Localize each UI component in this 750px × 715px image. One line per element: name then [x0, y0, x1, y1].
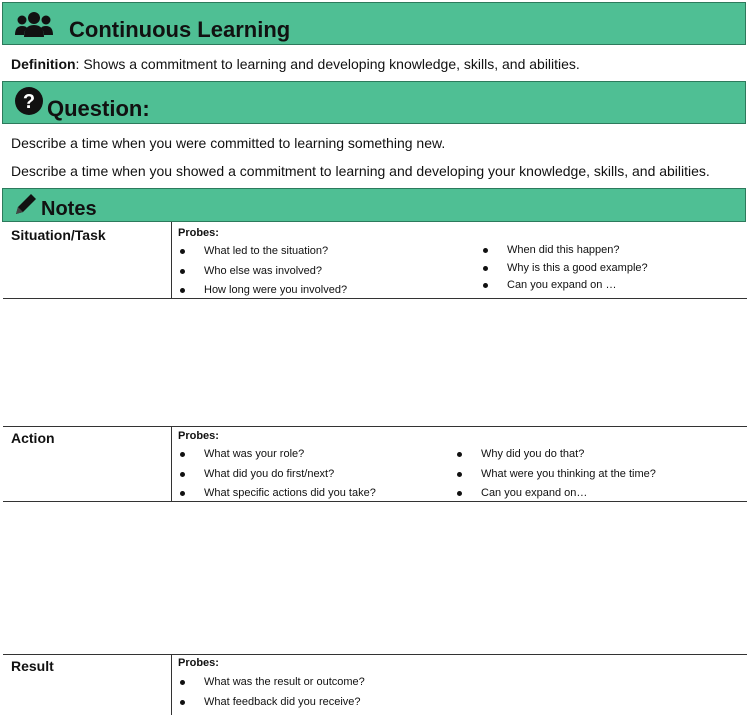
divider — [171, 222, 172, 298]
definition-label: Definition — [11, 56, 76, 72]
svg-text:?: ? — [22, 91, 36, 113]
probes-label: Probes: — [178, 430, 219, 442]
list-item: What was your role? — [178, 447, 376, 467]
divider — [3, 426, 747, 427]
probe-list-left — [178, 675, 365, 714]
question-line-2: Describe a time when you showed a commitment to learning and developing your knowledge, skills, and abilities. — [11, 163, 710, 179]
list-item: What did you do first/next? — [178, 467, 376, 487]
list-item: What was the result or outcome? — [178, 675, 365, 695]
pencil-icon — [13, 191, 39, 222]
list-item: What led to the situation? — [178, 244, 347, 264]
list-item: When did this happen? — [481, 243, 648, 261]
list-item: Can you expand on… — [455, 486, 656, 506]
list-item: What were you thinking at the time? — [455, 467, 656, 487]
divider — [171, 426, 172, 501]
question-line-1: Describe a time when you were committed to learning something new. — [11, 135, 446, 151]
people-group-icon — [15, 11, 53, 44]
probe-list-right — [481, 243, 648, 296]
probe-list-right — [455, 447, 656, 506]
probes-label: Probes: — [178, 227, 219, 239]
section-label-situation-task: Situation/Task — [11, 227, 106, 243]
divider — [3, 298, 747, 299]
notes-banner — [2, 188, 746, 222]
definition-line — [11, 56, 580, 72]
list-item: Can you expand on … — [481, 278, 648, 296]
divider — [3, 654, 747, 655]
probes-label: Probes: — [178, 657, 219, 669]
question-title: Question: — [47, 96, 150, 121]
probe-list-left — [178, 244, 347, 303]
probe-list-left — [178, 447, 376, 506]
section-label-result: Result — [11, 658, 54, 674]
page-title: Continuous Learning — [69, 17, 291, 42]
list-item: What specific actions did you take? — [178, 486, 376, 506]
list-item: Who else was involved? — [178, 264, 347, 284]
divider — [171, 654, 172, 715]
title-banner — [2, 2, 746, 45]
notes-title: Notes — [41, 198, 97, 220]
question-circle-icon — [14, 86, 44, 121]
definition-text: : Shows a commitment to learning and developing knowledge, skills, and abilities. — [75, 56, 580, 72]
section-label-action: Action — [11, 430, 55, 446]
list-item: How long were you involved? — [178, 283, 347, 303]
list-item: Why is this a good example? — [481, 261, 648, 279]
list-item: What feedback did you receive? — [178, 695, 365, 715]
question-banner — [2, 81, 746, 124]
list-item: Why did you do that? — [455, 447, 656, 467]
